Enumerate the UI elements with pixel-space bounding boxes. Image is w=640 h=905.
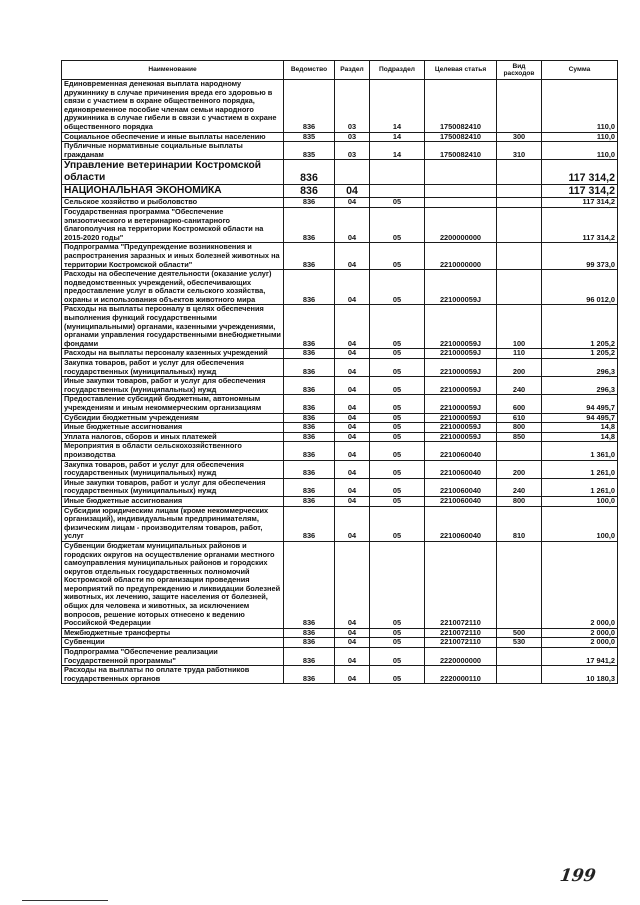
table-row — [62, 432, 618, 442]
row-section: 04 — [335, 496, 370, 506]
page-number: 199 — [558, 866, 597, 886]
row-section: 04 — [335, 377, 370, 395]
row-amount: 14,8 — [542, 432, 618, 442]
row-amount: 296,3 — [542, 377, 618, 395]
row-amount: 117 314,2 — [542, 160, 618, 185]
table-row — [62, 638, 618, 648]
row-expense-type — [497, 207, 542, 242]
row-subsection: 05 — [370, 460, 425, 478]
row-amount: 2 000,0 — [542, 541, 618, 628]
row-department: 836 — [284, 478, 335, 496]
row-department: 836 — [284, 442, 335, 460]
row-department: 836 — [284, 160, 335, 185]
row-name: Сельское хозяйство и рыболовство — [62, 198, 284, 208]
row-target-article: 221000059J — [425, 305, 497, 349]
row-expense-type: 240 — [497, 377, 542, 395]
budget-table — [61, 60, 618, 684]
row-target-article: 221000059J — [425, 413, 497, 423]
row-section: 03 — [335, 132, 370, 142]
row-section: 04 — [335, 349, 370, 359]
row-expense-type: 800 — [497, 423, 542, 433]
row-section: 04 — [335, 359, 370, 377]
row-name: Иные бюджетные ассигнования — [62, 423, 284, 433]
row-section: 04 — [335, 243, 370, 270]
row-amount: 100,0 — [542, 496, 618, 506]
row-department: 836 — [284, 207, 335, 242]
row-subsection: 05 — [370, 359, 425, 377]
row-target-article: 2210072110 — [425, 628, 497, 638]
row-expense-type — [497, 80, 542, 133]
row-name: Закупка товаров, работ и услуг для обеспечения государственных (муниципальных) нужд — [62, 359, 284, 377]
table-row — [62, 305, 618, 349]
row-target-article: 2210060040 — [425, 496, 497, 506]
row-name: Межбюджетные трансферты — [62, 628, 284, 638]
row-department: 836 — [284, 638, 335, 648]
row-name: Субсидии юридическим лицам (кроме некоммерческих организаций), индивидуальным предпринимателям, физическим лицам - производителям товаров, работ, услуг — [62, 506, 284, 541]
row-section: 04 — [335, 395, 370, 413]
row-subsection: 14 — [370, 142, 425, 160]
table-row — [62, 185, 618, 198]
table-row — [62, 142, 618, 160]
row-department: 836 — [284, 395, 335, 413]
row-target-article: 221000059J — [425, 432, 497, 442]
row-subsection: 14 — [370, 132, 425, 142]
row-department: 836 — [284, 666, 335, 684]
table-row — [62, 377, 618, 395]
row-amount: 2 000,0 — [542, 638, 618, 648]
row-subsection: 05 — [370, 432, 425, 442]
row-section: 04 — [335, 638, 370, 648]
row-department: 836 — [284, 349, 335, 359]
row-section: 03 — [335, 142, 370, 160]
row-section: 04 — [335, 270, 370, 305]
row-department: 836 — [284, 198, 335, 208]
table-row — [62, 207, 618, 242]
row-department: 836 — [284, 270, 335, 305]
row-amount: 110,0 — [542, 80, 618, 133]
row-expense-type — [497, 442, 542, 460]
row-target-article — [425, 198, 497, 208]
row-expense-type: 610 — [497, 413, 542, 423]
row-amount: 110,0 — [542, 142, 618, 160]
header-target-article: Целевая статья — [425, 61, 497, 80]
row-subsection: 05 — [370, 377, 425, 395]
row-section: 04 — [335, 628, 370, 638]
row-section: 04 — [335, 305, 370, 349]
row-amount: 1 205,2 — [542, 349, 618, 359]
row-section: 04 — [335, 413, 370, 423]
header-section: Раздел — [335, 61, 370, 80]
row-subsection: 05 — [370, 198, 425, 208]
row-target-article: 2210000000 — [425, 243, 497, 270]
row-subsection: 05 — [370, 666, 425, 684]
row-department: 836 — [284, 305, 335, 349]
row-section: 04 — [335, 423, 370, 433]
table-row — [62, 541, 618, 628]
row-name: Иные закупки товаров, работ и услуг для обеспечения государственных (муниципальных) нужд — [62, 478, 284, 496]
row-department: 836 — [284, 413, 335, 423]
row-subsection: 05 — [370, 349, 425, 359]
row-amount: 100,0 — [542, 506, 618, 541]
row-section: 04 — [335, 666, 370, 684]
header-department: Ведомство — [284, 61, 335, 80]
table-row — [62, 243, 618, 270]
row-subsection: 05 — [370, 442, 425, 460]
row-expense-type: 800 — [497, 496, 542, 506]
table-row — [62, 160, 618, 185]
row-target-article: 221000059J — [425, 423, 497, 433]
table-header — [62, 61, 618, 80]
row-amount: 117 314,2 — [542, 185, 618, 198]
table-row — [62, 506, 618, 541]
row-target-article: 2210072110 — [425, 541, 497, 628]
row-expense-type: 200 — [497, 359, 542, 377]
row-target-article: 2210060040 — [425, 460, 497, 478]
row-amount: 2 000,0 — [542, 628, 618, 638]
row-name: Иные бюджетные ассигнования — [62, 496, 284, 506]
row-section: 04 — [335, 460, 370, 478]
row-expense-type — [497, 541, 542, 628]
row-name: Субвенции бюджетам муниципальных районов и городских округов на осуществление органами местного самоуправления муниципальных районов и городских округов отдельных государственных полномочий Костромской области по организации проведения мероприятий по предупреждению и ликвидации болезней животных, их лечению, защите населения от болезней, общих для человека и животных, за исключением вопросов, решение которых отнесено к ведению Российской Федерации — [62, 541, 284, 628]
row-department: 836 — [284, 496, 335, 506]
row-name: Уплата налогов, сборов и иных платежей — [62, 432, 284, 442]
row-subsection: 05 — [370, 506, 425, 541]
row-expense-type: 500 — [497, 628, 542, 638]
row-name: Публичные нормативные социальные выплаты гражданам — [62, 142, 284, 160]
row-department: 836 — [284, 80, 335, 133]
row-amount: 14,8 — [542, 423, 618, 433]
row-amount: 1 261,0 — [542, 478, 618, 496]
row-subsection: 05 — [370, 395, 425, 413]
row-amount: 94 495,7 — [542, 413, 618, 423]
row-department: 836 — [284, 423, 335, 433]
row-name: Расходы на выплаты по оплате труда работников государственных органов — [62, 666, 284, 684]
row-target-article: 2200000000 — [425, 207, 497, 242]
row-target-article: 2210072110 — [425, 638, 497, 648]
row-section: 03 — [335, 80, 370, 133]
row-target-article: 221000059J — [425, 270, 497, 305]
row-subsection: 05 — [370, 496, 425, 506]
row-name: Управление ветеринарии Костромской области — [62, 160, 284, 185]
table-row — [62, 648, 618, 666]
row-section: 04 — [335, 207, 370, 242]
table-row — [62, 80, 618, 133]
table-row — [62, 460, 618, 478]
header-subsection: Подраздел — [370, 61, 425, 80]
row-expense-type — [497, 270, 542, 305]
row-expense-type — [497, 198, 542, 208]
row-name: Расходы на обеспечение деятельности (оказание услуг) подведомственных учреждений, обеспечивающих предоставление услуг в области сельского хозяйства, охраны и использования объектов животного мира — [62, 270, 284, 305]
row-subsection — [370, 185, 425, 198]
row-expense-type — [497, 648, 542, 666]
row-section: 04 — [335, 478, 370, 496]
row-department: 835 — [284, 132, 335, 142]
row-amount: 1 205,2 — [542, 305, 618, 349]
row-section: 04 — [335, 442, 370, 460]
row-department: 836 — [284, 506, 335, 541]
row-subsection — [370, 160, 425, 185]
row-name: Мероприятия в области сельскохозяйственного производства — [62, 442, 284, 460]
row-name: Предоставление субсидий бюджетным, автономным учреждениям и иным некоммерческим организациям — [62, 395, 284, 413]
table-row — [62, 413, 618, 423]
table-row — [62, 132, 618, 142]
row-expense-type: 110 — [497, 349, 542, 359]
row-section: 04 — [335, 648, 370, 666]
row-subsection: 05 — [370, 270, 425, 305]
row-department: 835 — [284, 142, 335, 160]
row-target-article: 2210060040 — [425, 442, 497, 460]
row-subsection: 05 — [370, 423, 425, 433]
table-row — [62, 423, 618, 433]
row-department: 836 — [284, 432, 335, 442]
row-target-article: 1750082410 — [425, 132, 497, 142]
row-expense-type — [497, 666, 542, 684]
row-name: Социальное обеспечение и иные выплаты населению — [62, 132, 284, 142]
row-name: Подпрограмма "Предупреждение возникновения и распространения заразных и иных болезней животных на территории Костромской области" — [62, 243, 284, 270]
row-name: Расходы на выплаты персоналу в целях обеспечения выполнения функций государственными (муниципальными) органами, казенными учреждениями, органами управления государственными внебюджетными фондами — [62, 305, 284, 349]
table-row — [62, 496, 618, 506]
row-target-article — [425, 185, 497, 198]
row-expense-type — [497, 185, 542, 198]
row-department: 836 — [284, 185, 335, 198]
row-section: 04 — [335, 432, 370, 442]
row-target-article: 2210060040 — [425, 478, 497, 496]
row-name: Государственная программа "Обеспечение эпизоотического и ветеринарно-санитарного благополучия на территории Костромской области на 2015-2020 годы" — [62, 207, 284, 242]
row-section: 04 — [335, 506, 370, 541]
row-subsection: 05 — [370, 478, 425, 496]
row-target-article: 1750082410 — [425, 80, 497, 133]
table-row — [62, 349, 618, 359]
row-department: 836 — [284, 377, 335, 395]
row-expense-type: 200 — [497, 460, 542, 478]
row-target-article: 2210060040 — [425, 506, 497, 541]
row-target-article: 221000059J — [425, 359, 497, 377]
row-expense-type — [497, 243, 542, 270]
table-row — [62, 359, 618, 377]
row-subsection: 05 — [370, 638, 425, 648]
row-amount: 1 361,0 — [542, 442, 618, 460]
row-target-article — [425, 160, 497, 185]
header-expense-type: Вид расходов — [497, 61, 542, 80]
table-row — [62, 442, 618, 460]
row-amount: 296,3 — [542, 359, 618, 377]
row-department: 836 — [284, 628, 335, 638]
row-target-article: 1750082410 — [425, 142, 497, 160]
row-subsection: 05 — [370, 413, 425, 423]
row-department: 836 — [284, 541, 335, 628]
row-expense-type: 600 — [497, 395, 542, 413]
row-name: Субсидии бюджетным учреждениям — [62, 413, 284, 423]
row-name: Расходы на выплаты персоналу казенных учреждений — [62, 349, 284, 359]
row-department: 836 — [284, 243, 335, 270]
row-subsection: 05 — [370, 541, 425, 628]
row-name: НАЦИОНАЛЬНАЯ ЭКОНОМИКА — [62, 185, 284, 198]
table-body — [62, 80, 618, 684]
row-section: 04 — [335, 198, 370, 208]
row-amount: 1 261,0 — [542, 460, 618, 478]
row-expense-type: 850 — [497, 432, 542, 442]
row-name: Субвенции — [62, 638, 284, 648]
row-department: 836 — [284, 460, 335, 478]
row-target-article: 2220000110 — [425, 666, 497, 684]
row-section: 04 — [335, 541, 370, 628]
row-subsection: 05 — [370, 628, 425, 638]
row-amount: 94 495,7 — [542, 395, 618, 413]
row-amount: 10 180,3 — [542, 666, 618, 684]
row-subsection: 14 — [370, 80, 425, 133]
row-expense-type: 310 — [497, 142, 542, 160]
row-section — [335, 160, 370, 185]
row-name: Подпрограмма "Обеспечение реализации Государственной программы" — [62, 648, 284, 666]
row-amount: 96 012,0 — [542, 270, 618, 305]
row-name: Иные закупки товаров, работ и услуг для обеспечения государственных (муниципальных) нужд — [62, 377, 284, 395]
row-subsection: 05 — [370, 243, 425, 270]
row-subsection: 05 — [370, 648, 425, 666]
row-section: 04 — [335, 185, 370, 198]
row-department: 836 — [284, 648, 335, 666]
row-subsection: 05 — [370, 207, 425, 242]
row-name: Закупка товаров, работ и услуг для обеспечения государственных (муниципальных) нужд — [62, 460, 284, 478]
row-amount: 110,0 — [542, 132, 618, 142]
row-expense-type: 530 — [497, 638, 542, 648]
table-row — [62, 270, 618, 305]
row-target-article: 221000059J — [425, 349, 497, 359]
row-expense-type: 240 — [497, 478, 542, 496]
row-expense-type: 810 — [497, 506, 542, 541]
row-expense-type: 300 — [497, 132, 542, 142]
header-amount: Сумма — [542, 61, 618, 80]
row-name: Единовременная денежная выплата народному дружиннику в случае причинения вреда его здоровью в связи с участием в охране общественного порядка, единовременное пособие членам семьи народного дружинника в случае гибели в связи с участием в охране общественного порядка — [62, 80, 284, 133]
row-amount: 117 314,2 — [542, 207, 618, 242]
row-expense-type — [497, 160, 542, 185]
table-row — [62, 478, 618, 496]
footer-rule — [22, 900, 108, 901]
row-subsection: 05 — [370, 305, 425, 349]
header-name: Наименование — [62, 61, 284, 80]
row-amount: 117 314,2 — [542, 198, 618, 208]
row-amount: 17 941,2 — [542, 648, 618, 666]
row-department: 836 — [284, 359, 335, 377]
table-row — [62, 628, 618, 638]
table-row — [62, 198, 618, 208]
row-target-article: 2220000000 — [425, 648, 497, 666]
row-target-article: 221000059J — [425, 395, 497, 413]
table-row — [62, 395, 618, 413]
row-amount: 99 373,0 — [542, 243, 618, 270]
table-row — [62, 666, 618, 684]
row-expense-type: 100 — [497, 305, 542, 349]
row-target-article: 221000059J — [425, 377, 497, 395]
